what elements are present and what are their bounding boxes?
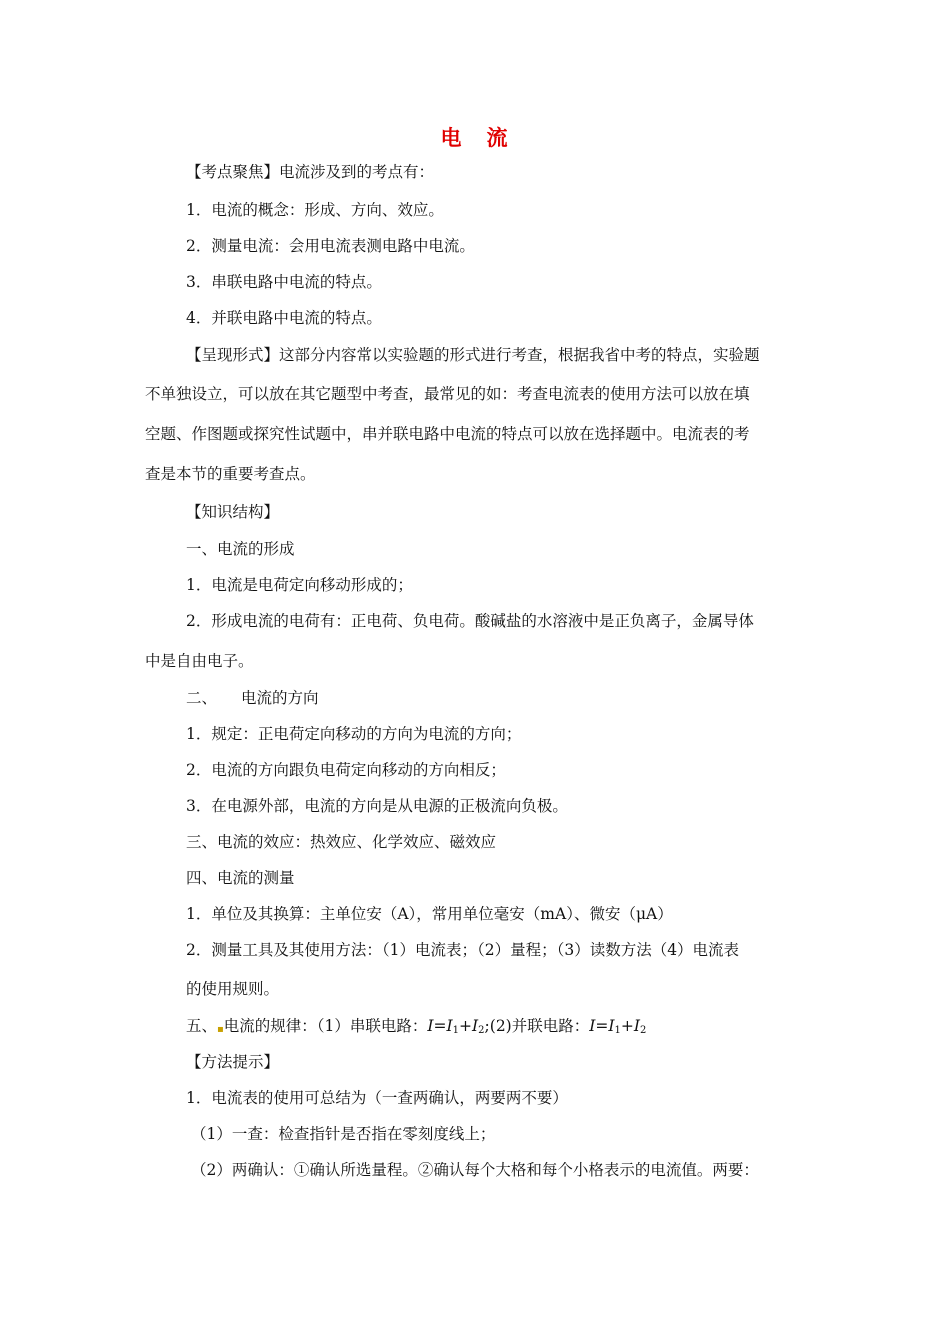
section-heading: 三、电流的效应：热效应、化学效应、磁效应 bbox=[186, 833, 497, 851]
formula-var: I bbox=[633, 1017, 640, 1035]
section-item: 2．形成电流的电荷有：正电荷、负电荷。酸碱盐的水溶液中是正负离子，金属导体 bbox=[186, 612, 754, 630]
section-heading: 一、电流的形成 bbox=[186, 540, 295, 558]
formula-op: + bbox=[620, 1017, 634, 1035]
focus-item: 2．测量电流：会用电流表测电路中电流。 bbox=[186, 237, 475, 255]
formula-var: I bbox=[589, 1017, 596, 1035]
section-item: 1．规定：正电荷定向移动的方向为电流的方向； bbox=[186, 725, 522, 743]
formula-op: = bbox=[433, 1017, 447, 1035]
method-item: （1）一查：检查指针是否指在零刻度线上； bbox=[191, 1125, 496, 1143]
mark-dot: ▪ bbox=[217, 1024, 224, 1035]
formula-var: I bbox=[472, 1017, 479, 1035]
formula-subscript: 1 bbox=[452, 1025, 460, 1036]
formula-op: = bbox=[595, 1017, 609, 1035]
section-title: 电流的方向 bbox=[241, 689, 319, 707]
method-heading: 【方法提示】 bbox=[186, 1053, 280, 1071]
form-paragraph-line: 查是本节的重要考查点。 bbox=[145, 465, 316, 483]
focus-item: 3．串联电路中电流的特点。 bbox=[186, 273, 382, 291]
section-item: 的使用规则。 bbox=[186, 980, 280, 998]
method-item: 1．电流表的使用可总结为（一查两确认，两要两不要） bbox=[186, 1089, 568, 1107]
focus-heading: 【考点聚焦】电流涉及到的考点有： bbox=[186, 163, 435, 181]
law-text: 电流的规律：（1）串联电路： bbox=[223, 1017, 428, 1035]
current-law-line bbox=[186, 1017, 646, 1037]
focus-item: 4．并联电路中电流的特点。 bbox=[186, 309, 382, 327]
formula-subscript: 2 bbox=[639, 1025, 647, 1036]
section-item: 2．电流的方向跟负电荷定向移动的方向相反； bbox=[186, 761, 506, 779]
formula-subscript: 1 bbox=[614, 1025, 621, 1036]
form-paragraph-line: 【呈现形式】这部分内容常以实验题的形式进行考查，根据我省中考的特点，实验题 bbox=[186, 346, 760, 364]
section-item: 3．在电源外部，电流的方向是从电源的正极流向负极。 bbox=[186, 797, 568, 815]
method-item: （2）两确认：①确认所选量程。②确认每个大格和每个小格表示的电流值。两要： bbox=[191, 1161, 759, 1179]
section-number: 五、 bbox=[186, 1017, 218, 1035]
page-title: 电 流 bbox=[440, 126, 510, 150]
section-heading: 四、电流的测量 bbox=[186, 869, 295, 887]
structure-heading: 【知识结构】 bbox=[186, 503, 280, 521]
form-paragraph-line: 空题、作图题或探究性试题中，串并联电路中电流的特点可以放在选择题中。电流表的考 bbox=[145, 425, 750, 443]
formula-subscript: 2 bbox=[478, 1025, 485, 1036]
formula-var: I bbox=[427, 1017, 434, 1035]
section-item: 中是自由电子。 bbox=[145, 652, 254, 670]
section-item: 1．单位及其换算：主单位安（A），常用单位毫安（mA）、微安（μA） bbox=[186, 905, 673, 923]
formula-var: I bbox=[608, 1017, 615, 1035]
section-number: 二、 bbox=[186, 689, 218, 707]
formula-var: I bbox=[446, 1017, 453, 1035]
section-item: 1．电流是电荷定向移动形成的； bbox=[186, 576, 413, 594]
focus-item: 1．电流的概念：形成、方向、效应。 bbox=[186, 201, 444, 219]
law-text: ;(2)并联电路： bbox=[484, 1017, 590, 1035]
section-heading bbox=[186, 689, 319, 708]
formula-op: + bbox=[459, 1017, 473, 1035]
section-item: 2．测量工具及其使用方法：（1）电流表；（2）量程；（3）读数方法（4）电流表 bbox=[186, 941, 740, 959]
form-paragraph-line: 不单独设立，可以放在其它题型中考查，最常见的如：考查电流表的使用方法可以放在填 bbox=[145, 385, 750, 403]
